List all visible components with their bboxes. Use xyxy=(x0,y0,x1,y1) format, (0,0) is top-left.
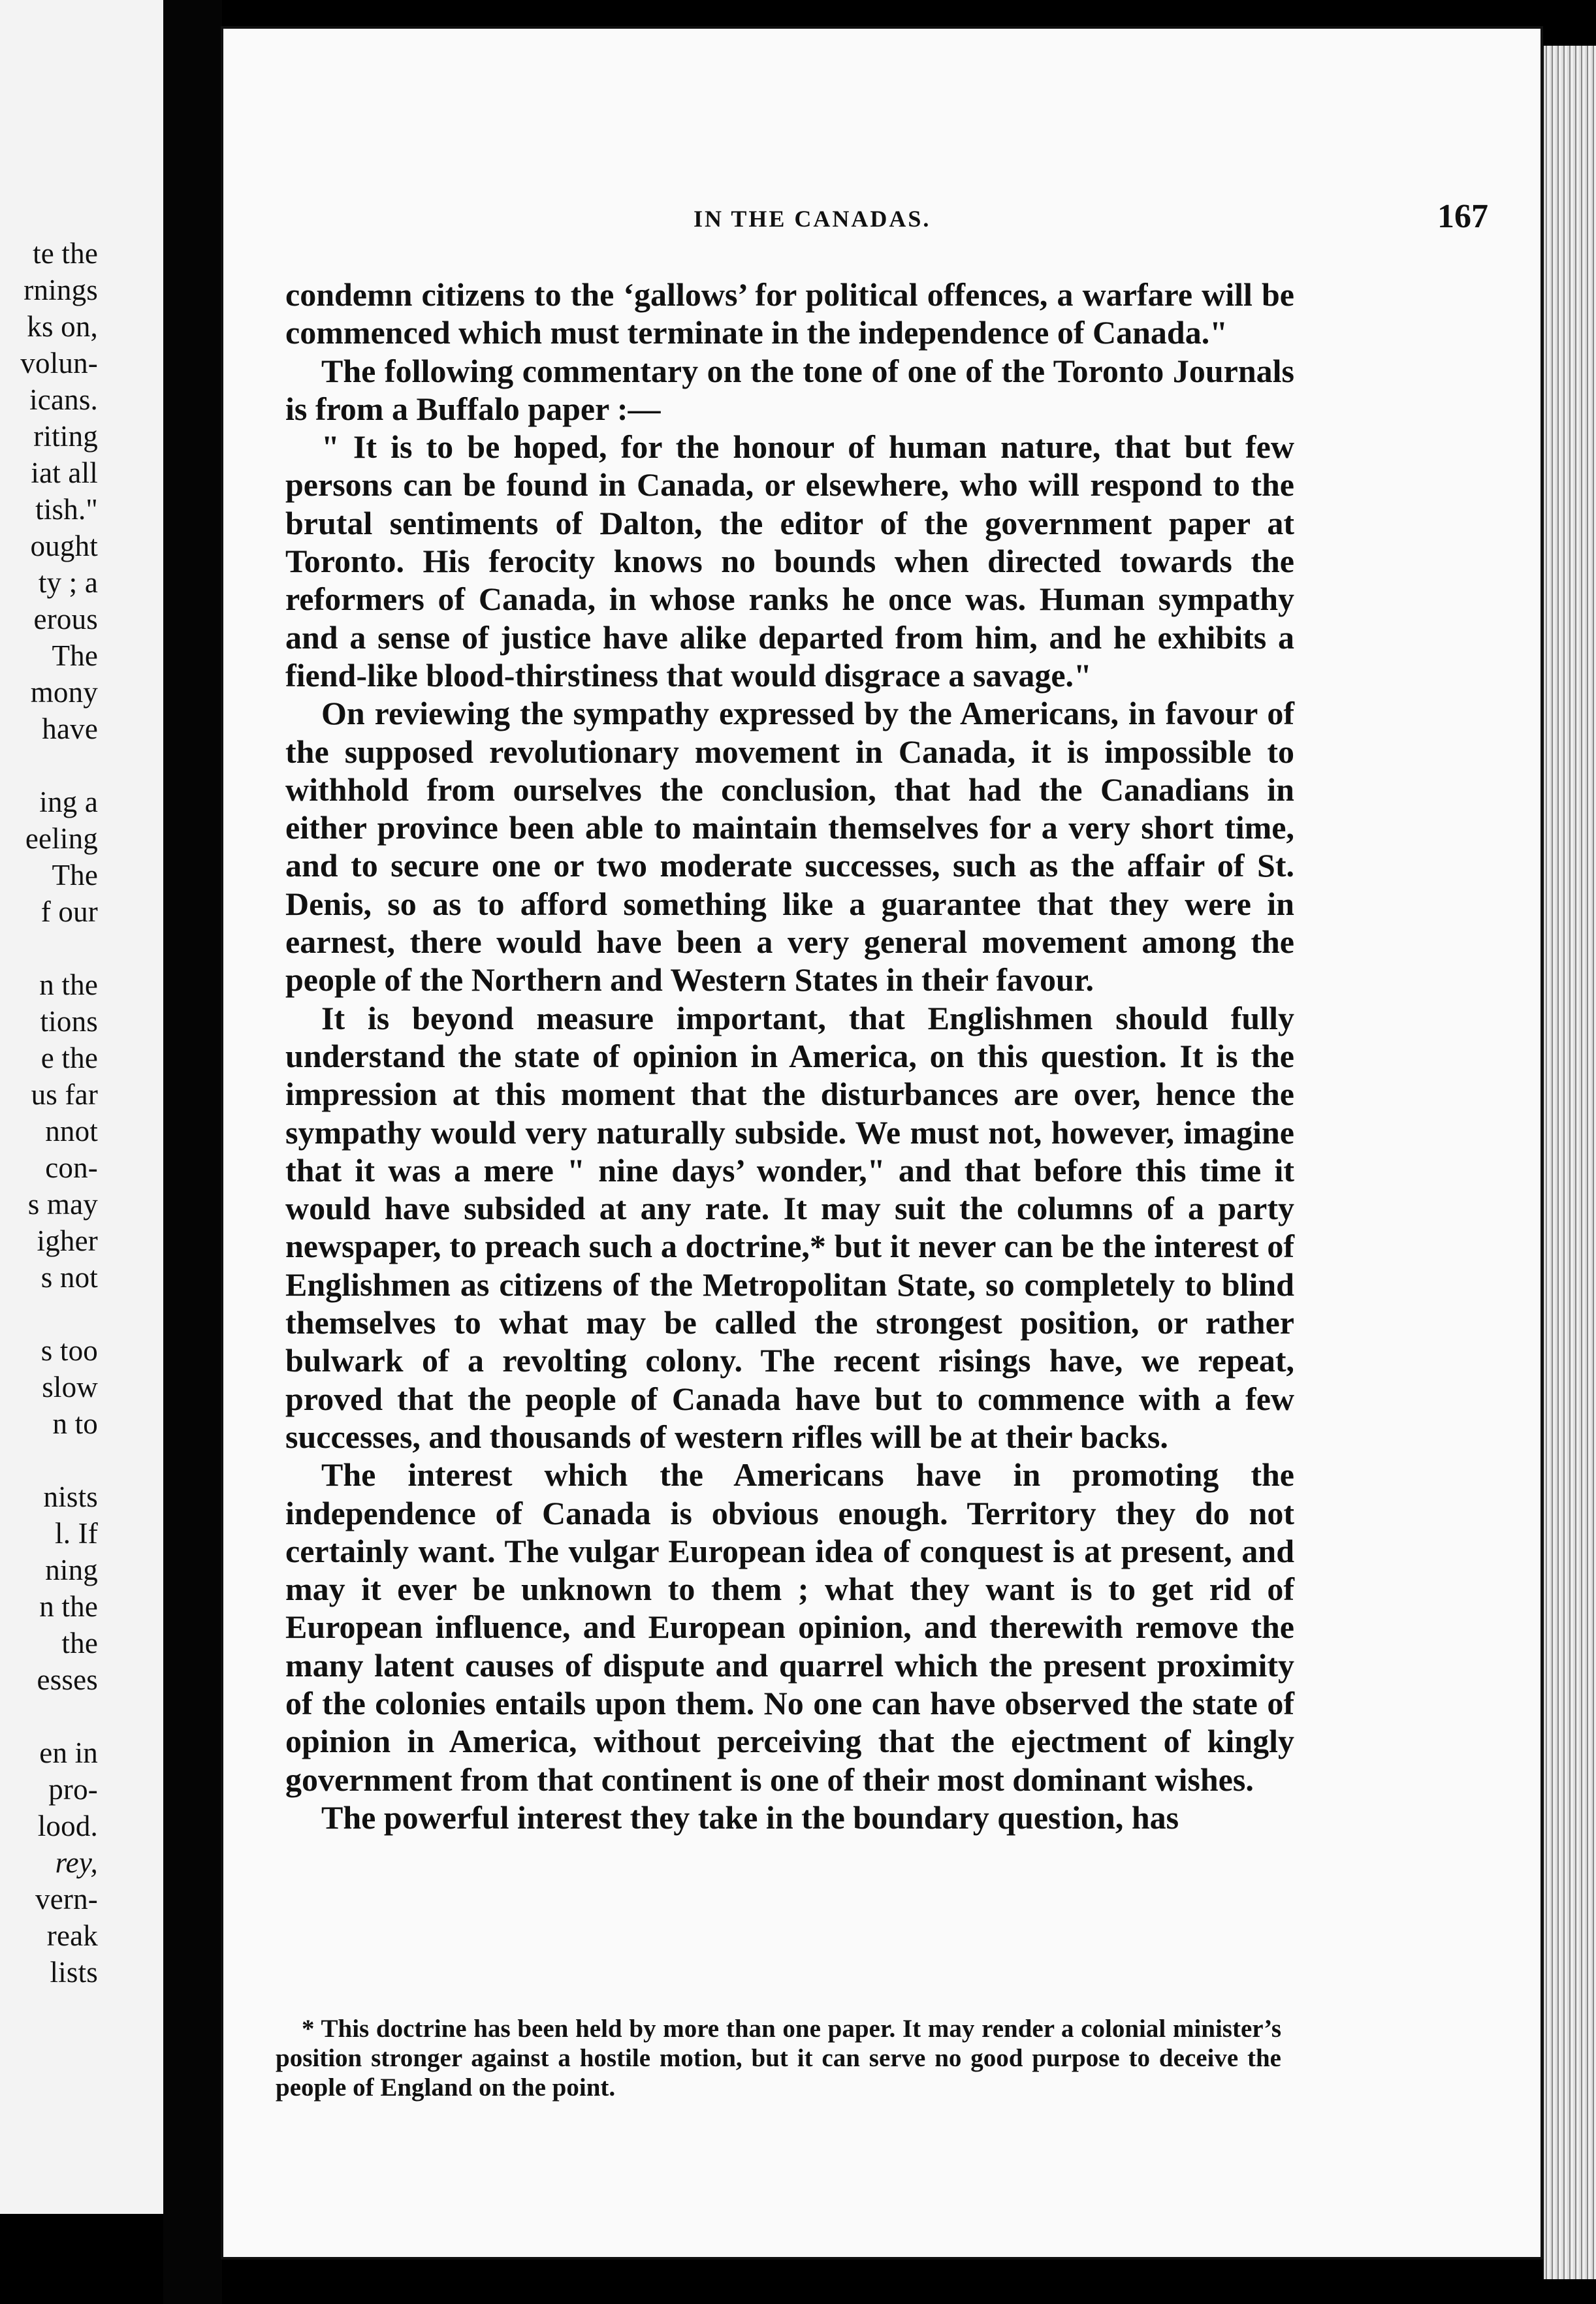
quotation-paragraph: " It is to be hoped, for the honour of human nature, that but few persons can be found in Canada, or elsewhere, who will respond to the brutal sentiments of Dalton, the editor of the government paper at Toronto. His ferocity knows no bounds when directed towards the reformers of Canada, in whose ranks he once was. Human sympathy and a sense of justice have alike departed from him, and he exhibits a fiend-like blood-thirstiness that would disgrace a savage." xyxy=(285,428,1294,694)
left-fragment: esses xyxy=(37,1663,98,1696)
left-fragment: n the xyxy=(39,968,98,1001)
book-gutter xyxy=(163,0,222,2304)
left-fragment: rey, xyxy=(55,1846,98,1879)
left-fragment: s too xyxy=(40,1334,98,1367)
left-fragment: riting xyxy=(33,420,98,453)
left-page xyxy=(0,0,167,2214)
paragraph: condemn citizens to the ‘gallows’ for political offences, a warfare will be commenced which must terminate in the independence of Canada." xyxy=(285,276,1294,351)
left-fragment: lists xyxy=(50,1956,98,1989)
left-fragment: pro- xyxy=(48,1773,98,1806)
running-title: IN THE CANADAS. xyxy=(694,206,931,232)
paragraph: The following commentary on the tone of one of the Toronto Journals is from a Buffalo paper :— xyxy=(285,352,1294,427)
left-fragment: ty ; a xyxy=(38,566,98,599)
left-fragment: us far xyxy=(31,1078,98,1111)
page-number: 167 xyxy=(1437,198,1488,235)
body-text xyxy=(285,276,1294,1836)
left-fragment: en in xyxy=(39,1736,98,1769)
left-fragment: e the xyxy=(40,1042,98,1074)
footnote: * This doctrine has been held by more than one paper. It may render a colonial minister’s position stronger against a hostile motion, but it can serve no good purpose to deceive the people of England on the point. xyxy=(276,2015,1281,2102)
left-fragment: rnings xyxy=(24,274,98,306)
left-fragment: s may xyxy=(27,1188,98,1221)
left-fragment: iat all xyxy=(31,456,98,489)
left-fragment: ought xyxy=(30,530,98,562)
left-fragment: ks on, xyxy=(27,310,98,343)
left-fragment: igher xyxy=(37,1224,98,1257)
left-fragment: f our xyxy=(40,895,98,928)
left-fragment: mony xyxy=(30,676,98,709)
left-fragment: erous xyxy=(33,603,98,635)
left-fragment: ning xyxy=(45,1554,98,1586)
right-page xyxy=(221,26,1543,2260)
paragraph: The interest which the Americans have in promoting the independence of Canada is obvious enough. Territory they do not certainly want. The vulgar European idea of conquest is at present, and may it ever be unknown to them ; what they want is to get rid of European influence, and European opinion, and therewith remove the many latent causes of dispute and quarrel which the present proximity of the colonies entails upon them. No one can have observed the state of opinion in America, without perceiving that the ejectment of kingly government from that continent is one of their most dominant wishes. xyxy=(285,1456,1294,1798)
left-fragment: vern- xyxy=(35,1883,98,1915)
left-fragment: l. If xyxy=(55,1517,98,1550)
left-page-fragments xyxy=(0,235,98,2194)
left-fragment: tions xyxy=(40,1005,98,1038)
left-fragment: n to xyxy=(52,1407,98,1440)
left-fragment: ing a xyxy=(39,786,98,818)
paragraph: On reviewing the sympathy expressed by the Americans, in favour of the supposed revolutionary movement in Canada, it is impossible to withhold from ourselves the conclusion, that had the Canadians in either province been able to maintain themselves for a very short time, and to secure one or two moderate successes, such as the affair of St. Denis, so as to afford something like a guarantee that they were in earnest, there would have been a very general movement among the people of the Northern and Western States in their favour. xyxy=(285,695,1294,999)
left-fragment: con- xyxy=(45,1151,98,1184)
left-fragment: icans. xyxy=(29,383,98,416)
left-fragment: The xyxy=(52,639,98,672)
left-fragment: nnot xyxy=(45,1115,98,1147)
left-fragment: eeling xyxy=(25,822,98,855)
left-fragment: tish." xyxy=(35,493,98,526)
left-fragment: n the xyxy=(39,1590,98,1623)
left-fragment: the xyxy=(61,1627,98,1659)
paragraph: The powerful interest they take in the boundary question, has xyxy=(321,1799,1179,1836)
left-fragment: have xyxy=(42,712,98,745)
left-fragment: The xyxy=(52,859,98,891)
left-fragment: te the xyxy=(33,237,98,270)
page-edges xyxy=(1544,46,1596,2279)
left-fragment: volun- xyxy=(20,347,98,379)
left-fragment: nists xyxy=(43,1480,98,1513)
paragraph: It is beyond measure important, that Englishmen should fully understand the state of opinion in America, on this question. It is the impression at this moment that the disturbances are over, hence the sympathy would very naturally subside. We must not, however, imagine that it was a mere " nine days’ wonder," and that before this time it would have subsided at any rate. It may suit the columns of a party newspaper, to preach such a doctrine,* but it never can be the interest of Englishmen as citizens of the Metropolitan State, so completely to blind themselves to what may be called the strongest position, or rather bulwark of a revolting colony. The recent risings have, we repeat, proved that the people of Canada have but to commence with a few successes, and thousands of western rifles will be at their backs. xyxy=(285,999,1294,1455)
left-fragment: slow xyxy=(42,1371,98,1403)
left-fragment: lood. xyxy=(37,1810,98,1842)
left-fragment: s not xyxy=(40,1261,98,1294)
left-fragment: reak xyxy=(46,1919,98,1952)
running-head xyxy=(223,198,1540,244)
